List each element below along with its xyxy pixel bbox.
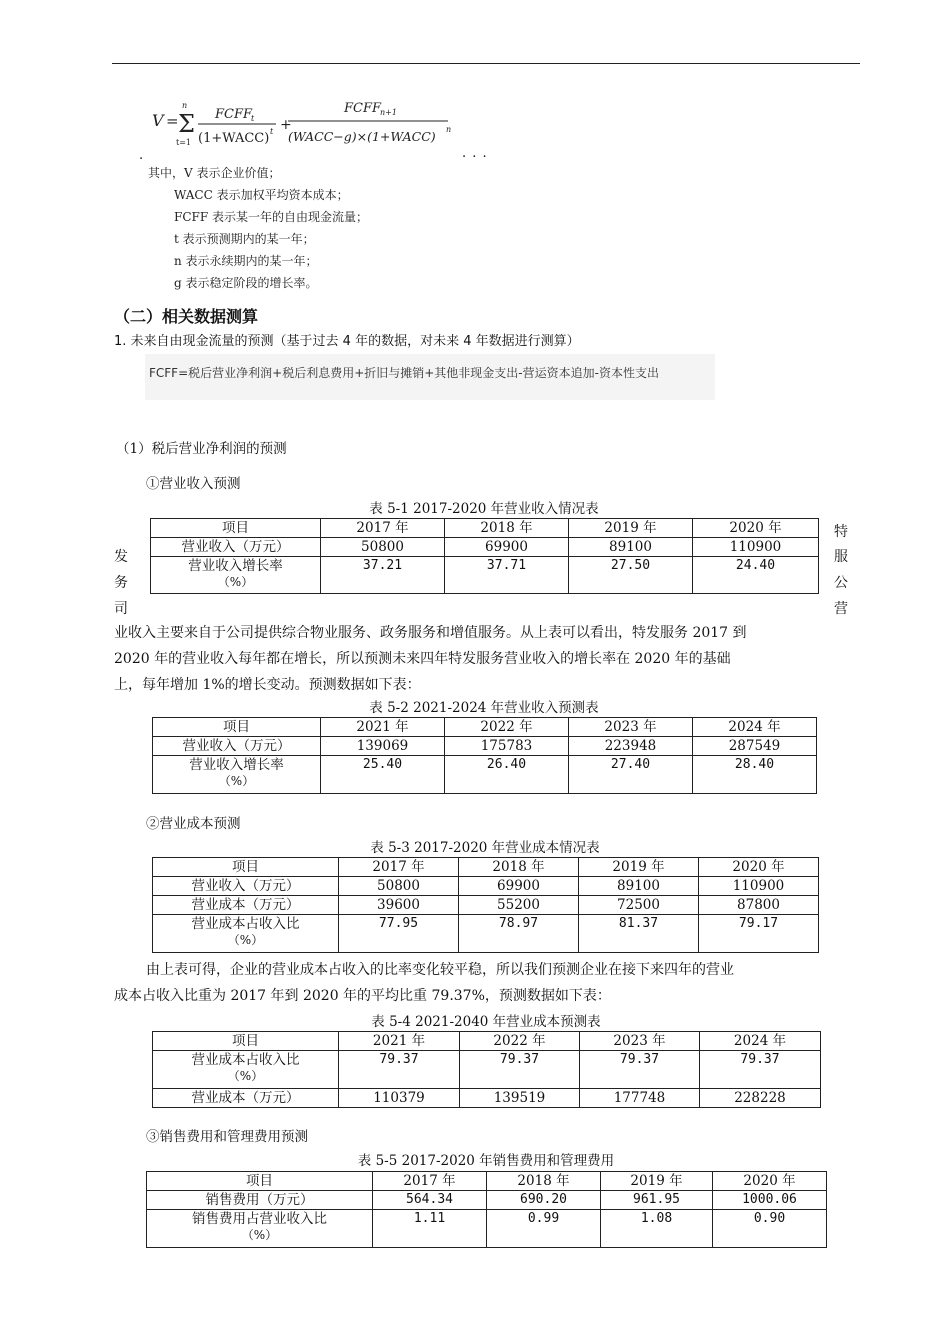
formula-num2: FCFF — [344, 101, 382, 116]
row-label: 销售费用占营业收入比 — [192, 1211, 327, 1227]
table-row — [153, 877, 819, 896]
table-cell: 79.37 — [580, 1051, 700, 1089]
formula-num1: FCFF — [215, 107, 253, 122]
table-header-cell: 2018 年 — [487, 1172, 601, 1191]
unit-label: （%） — [217, 575, 254, 589]
table-header-cell: 2024 年 — [693, 718, 817, 737]
para-net-profit: （1）税后营业净利润的预测 — [116, 441, 287, 457]
side-char: 特 — [834, 524, 848, 540]
table-row — [151, 538, 819, 557]
unit-label: （%） — [227, 933, 264, 947]
formula-sum-top: n — [182, 101, 188, 110]
table-header-cell: 2020 年 — [699, 858, 819, 877]
formula-eq: = — [166, 112, 179, 130]
table-header-cell: 2024 年 — [700, 1032, 821, 1051]
fcff-formula-text: FCFF=税后营业净利润+税后利息费用+折旧与摊销+其他非现金支出-营运资本追加-资本性支出 — [149, 366, 659, 380]
row-label: 营业成本占收入比 — [191, 1052, 300, 1068]
valuation-formula — [148, 98, 488, 160]
table-cell — [151, 557, 321, 594]
table-cell: 690.20 — [487, 1191, 601, 1210]
table-header-cell: 2021 年 — [339, 1032, 460, 1051]
table-cell: 961.95 — [601, 1191, 713, 1210]
table-header-cell: 2018 年 — [445, 519, 569, 538]
section-title: （二）相关数据测算 — [114, 307, 259, 326]
body-line: 由上表可得，企业的营业成本占收入的比率变化较平稳，所以我们预测企业在接下来四年的营业 — [146, 962, 734, 978]
def-line-5: n 表示永续期内的某一年； — [174, 254, 318, 268]
table-header-cell: 2023 年 — [569, 718, 693, 737]
table-row — [147, 1210, 827, 1248]
table-cell: 50800 — [339, 877, 459, 896]
table-header-cell: 项目 — [153, 1032, 339, 1051]
table-header-cell: 2018 年 — [459, 858, 579, 877]
side-char: 司 — [114, 601, 128, 617]
table-cell: 28.40 — [693, 756, 817, 794]
table-header-cell: 2020 年 — [693, 519, 819, 538]
table-cell: 39600 — [339, 896, 459, 915]
fcff-formula-box — [145, 354, 715, 400]
table-header-cell: 项目 — [153, 858, 339, 877]
formula-v: V — [152, 111, 164, 130]
side-char: 务 — [114, 575, 128, 591]
side-char: 发 — [114, 549, 128, 565]
table-cell: 78.97 — [459, 915, 579, 953]
table-cell: 110379 — [339, 1089, 460, 1108]
def-line-4: t 表示预测期内的某一年； — [174, 232, 315, 246]
table-cell: 564.34 — [373, 1191, 487, 1210]
table-cell: 0.99 — [487, 1210, 601, 1248]
side-char: 公 — [834, 575, 848, 591]
table-cell: 81.37 — [579, 915, 699, 953]
table-row — [151, 557, 819, 594]
table-5-4-caption: 表 5-4 2021-2040 年营业成本预测表 — [371, 1014, 601, 1030]
row-label: 营业收入增长率 — [189, 757, 284, 773]
table-cell: 1.08 — [601, 1210, 713, 1248]
table-row — [153, 896, 819, 915]
formula-den2-sup: n — [446, 125, 452, 134]
side-char: 营 — [834, 601, 848, 617]
table-cell: 175783 — [445, 737, 569, 756]
body-line: 业收入主要来自于公司提供综合物业服务、政务服务和增值服务。从上表可以看出，特发服务 2017 到 — [114, 625, 747, 641]
body-paragraph-2 — [114, 957, 860, 1009]
table-header-cell: 2020 年 — [713, 1172, 827, 1191]
table-cell: 营业成本（万元） — [153, 896, 339, 915]
table-cell — [153, 915, 339, 953]
table-5-1-caption: 表 5-1 2017-2020 年营业收入情况表 — [369, 501, 599, 517]
table-header-cell: 项目 — [153, 718, 321, 737]
table-5-4 — [152, 1031, 821, 1108]
table-cell: 1000.06 — [713, 1191, 827, 1210]
table-cell: 营业收入（万元） — [151, 538, 321, 557]
unit-label: （%） — [241, 1228, 278, 1242]
table-header-cell: 2022 年 — [445, 718, 569, 737]
sigma-icon: Σ — [178, 110, 195, 138]
table-5-2 — [152, 717, 817, 794]
table-row — [153, 737, 817, 756]
table-cell: 55200 — [459, 896, 579, 915]
table-cell: 287549 — [693, 737, 817, 756]
table-cell: 69900 — [445, 538, 569, 557]
formula-dot: . — [139, 148, 144, 163]
table-5-5-caption: 表 5-5 2017-2020 年销售费用和管理费用 — [357, 1153, 615, 1169]
table-cell: 79.37 — [339, 1051, 460, 1089]
formula-den1-sup: t — [270, 127, 274, 136]
table-row — [147, 1191, 827, 1210]
table-cell: 139069 — [321, 737, 445, 756]
table-header-cell: 2017 年 — [321, 519, 445, 538]
header-rule — [112, 63, 860, 64]
formula-num1-sub: t — [251, 114, 255, 123]
table-cell: 110900 — [699, 877, 819, 896]
subsection-title: 1. 未来自由现金流量的预测（基于过去 4 年的数据，对未来 4 年数据进行测算） — [114, 334, 580, 349]
table-cell: 72500 — [579, 896, 699, 915]
table-cell: 营业收入（万元） — [153, 877, 339, 896]
table-cell: 1.11 — [373, 1210, 487, 1248]
table-5-5 — [146, 1171, 827, 1248]
para-revenue-forecast: ①营业收入预测 — [146, 476, 241, 492]
table-cell: 37.71 — [445, 557, 569, 594]
formula-ellipsis: . . . — [462, 146, 488, 161]
unit-label: （%） — [227, 1069, 264, 1083]
table-cell: 110900 — [693, 538, 819, 557]
unit-label: （%） — [218, 774, 255, 788]
table-cell: 营业成本（万元） — [153, 1089, 339, 1108]
table-header-cell: 2019 年 — [579, 858, 699, 877]
table-cell: 79.37 — [460, 1051, 580, 1089]
table-cell: 0.90 — [713, 1210, 827, 1248]
table-cell — [153, 756, 321, 794]
def-line-2: WACC 表示加权平均资本成本； — [174, 188, 349, 202]
table-5-1 — [150, 518, 819, 594]
table-cell: 228228 — [700, 1089, 821, 1108]
formula-den1: (1+WACC) — [198, 131, 270, 146]
def-line-6: g 表示稳定阶段的增长率。 — [174, 276, 318, 290]
table-row — [153, 1051, 821, 1089]
formula-sum-bottom: t=1 — [176, 138, 192, 147]
table-cell: 79.17 — [699, 915, 819, 953]
table-cell: 89100 — [569, 538, 693, 557]
table-header-cell: 2021 年 — [321, 718, 445, 737]
body-line: 上，每年增加 1%的增长变动。预测数据如下表： — [114, 677, 421, 693]
table-cell: 销售费用（万元） — [147, 1191, 373, 1210]
table-cell: 177748 — [580, 1089, 700, 1108]
body-line: 成本占收入比重为 2017 年到 2020 年的平均比重 79.37%，预测数据如下表： — [114, 988, 611, 1004]
table-cell: 26.40 — [445, 756, 569, 794]
table-header-cell: 2022 年 — [460, 1032, 580, 1051]
table-cell: 营业收入（万元） — [153, 737, 321, 756]
table-cell: 24.40 — [693, 557, 819, 594]
side-char: 服 — [834, 549, 848, 565]
table-cell: 87800 — [699, 896, 819, 915]
table-header-cell: 2019 年 — [569, 519, 693, 538]
table-cell: 50800 — [321, 538, 445, 557]
row-label: 营业成本占收入比 — [191, 916, 300, 932]
table-cell: 79.37 — [700, 1051, 821, 1089]
table-header-cell: 2023 年 — [580, 1032, 700, 1051]
table-5-2-caption: 表 5-2 2021-2024 年营业收入预测表 — [369, 700, 599, 716]
para-cost-forecast: ②营业成本预测 — [146, 816, 241, 832]
def-line-1: 其中，V 表示企业价值； — [148, 166, 281, 180]
table-cell — [147, 1210, 373, 1248]
table-cell: 69900 — [459, 877, 579, 896]
table-cell: 223948 — [569, 737, 693, 756]
table-cell: 37.21 — [321, 557, 445, 594]
table-header-cell: 项目 — [147, 1172, 373, 1191]
table-cell: 139519 — [460, 1089, 580, 1108]
table-header-cell: 2019 年 — [601, 1172, 713, 1191]
formula-den2: (WACC−g)×(1+WACC) — [288, 129, 436, 144]
table-cell: 27.40 — [569, 756, 693, 794]
table-row — [153, 1089, 821, 1108]
formula-plus: + — [280, 117, 292, 133]
body-paragraph-1 — [114, 620, 860, 698]
table-header-cell: 2017 年 — [373, 1172, 487, 1191]
table-5-3 — [152, 857, 819, 953]
table-cell: 77.95 — [339, 915, 459, 953]
table-cell: 89100 — [579, 877, 699, 896]
table-5-3-caption: 表 5-3 2017-2020 年营业成本情况表 — [370, 840, 600, 856]
formula-num2-sub: n+1 — [380, 108, 397, 117]
table-cell — [153, 1051, 339, 1089]
table-row — [153, 756, 817, 794]
body-line: 2020 年的营业收入每年都在增长，所以预测未来四年特发服务营业收入的增长率在 2020 年的基础 — [114, 651, 731, 667]
table-cell: 27.50 — [569, 557, 693, 594]
def-line-3: FCFF 表示某一年的自由现金流量； — [174, 210, 368, 224]
table-row — [153, 915, 819, 953]
table-header-cell: 项目 — [151, 519, 321, 538]
table-header-cell: 2017 年 — [339, 858, 459, 877]
table-cell: 25.40 — [321, 756, 445, 794]
row-label: 营业收入增长率 — [188, 558, 283, 574]
para-expense-forecast: ③销售费用和管理费用预测 — [146, 1129, 308, 1145]
